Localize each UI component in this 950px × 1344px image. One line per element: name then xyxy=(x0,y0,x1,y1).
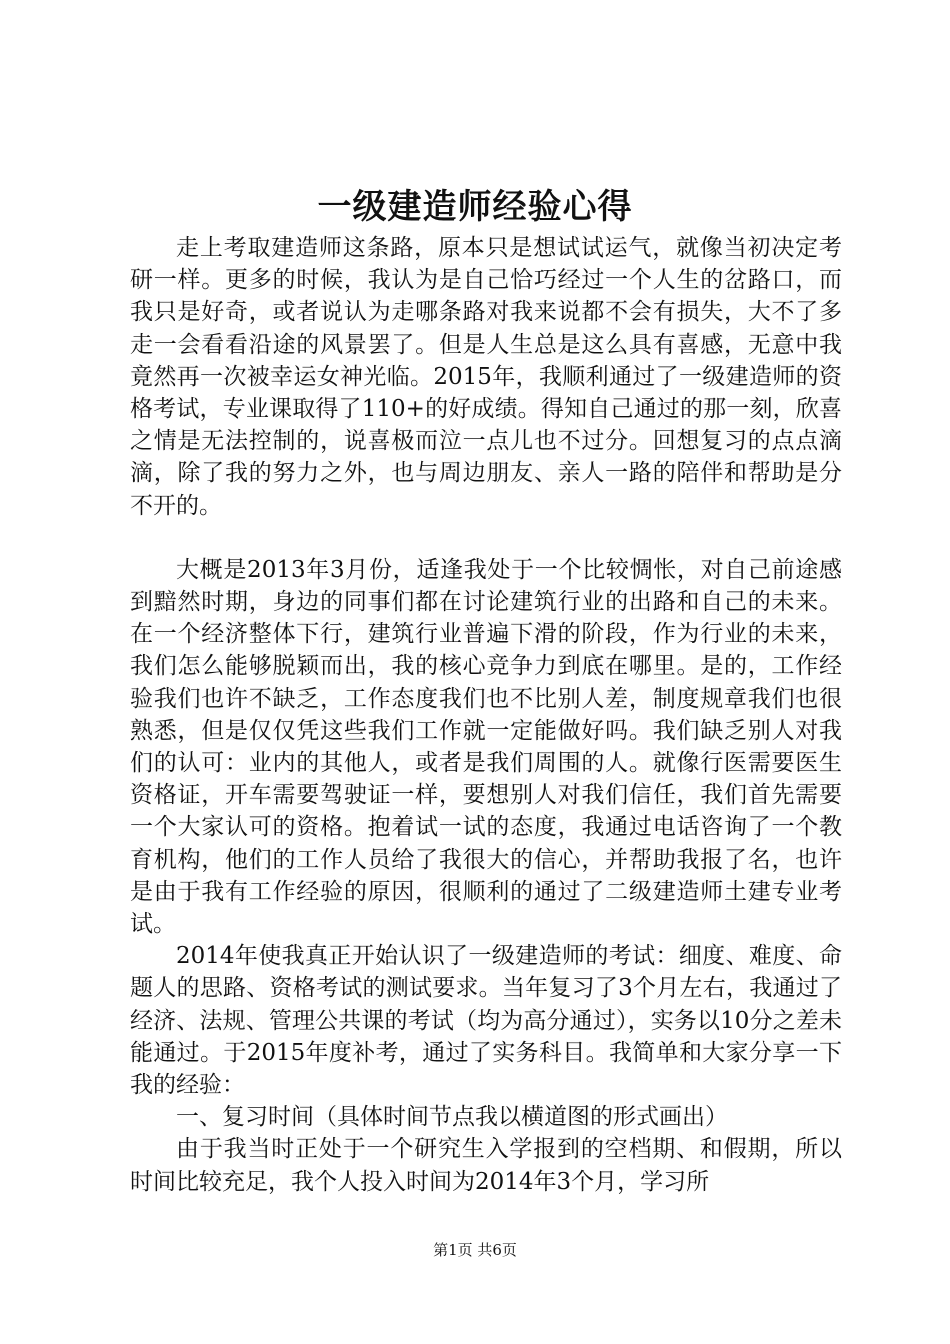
paragraph-spacer xyxy=(130,522,842,554)
section-heading: 一、复习时间（具体时间节点我以横道图的形式画出） xyxy=(176,1104,728,1131)
paragraph-3: 2014年使我真正开始认识了一级建造师的考试：细度、难度、命题人的思路、资格考试的测试要求。当年复习了3个月左右，我通过了经济、法规、管理公共课的考试（均为高分通过），实务以10分之差未能通过。于2015年度补考，通过了实务科目。我简单和大家分享一下我的经验： xyxy=(130,943,842,1099)
paragraph-2: 大概是2013年3月份，适逢我处于一个比较惆怅，对自己前途感到黯然时期，身边的同事们都在讨论建筑行业的出路和自己的未来。在一个经济整体下行，建筑行业普遍下滑的阶段，作为行业的未来，我们怎么能够脱颖而出，我的核心竞争力到底在哪里。是的，工作经验我们也许不缺乏，工作态度我们也不比别人差，制度规章我们也很熟悉，但是仅仅凭这些我们工作就一定能做好吗。我们缺乏别人对我们的认可：业内的其他人，或者是我们周围的人。就像行医需要医生资格证，开车需要驾驶证一样，要想别人对我们信任，我们首先需要一个大家认可的资格。抱着试一试的态度，我通过电话咨询了一个教育机构，他们的工作人员给了我很大的信心，并帮助我报了名，也许是由于我有工作经验的原因，很顺利的通过了二级建造师土建专业考试。 xyxy=(130,556,842,938)
document-title: 一级建造师经验心得 xyxy=(317,187,633,227)
paragraph-4: 由于我当时正处于一个研究生入学报到的空档期、和假期，所以时间比较充足，我个人投入时间为2014年3个月，学习所 xyxy=(130,1136,842,1195)
document-body xyxy=(130,232,842,1198)
paragraph-1: 走上考取建造师这条路，原本只是想试试运气，就像当初决定考研一样。更多的时候，我认为是自己恰巧经过一个人生的岔路口，而我只是好奇，或者说认为走哪条路对我来说都不会有损失，大不了多走一会看看沿途的风景罢了。但是人生总是这么具有喜感，无意中我竟然再一次被幸运女神光临。2015年，我顺利通过了一级建造师的资格考试，专业课取得了110+的好成绩。得知自己通过的那一刻，欣喜之情是无法控制的，说喜极而泣一点儿也不过分。回想复习的点点滴滴，除了我的努力之外，也与周边朋友、亲人一路的陪伴和帮助是分不开的。 xyxy=(130,235,842,519)
page-number-footer: 第1页 共6页 xyxy=(433,1241,517,1259)
